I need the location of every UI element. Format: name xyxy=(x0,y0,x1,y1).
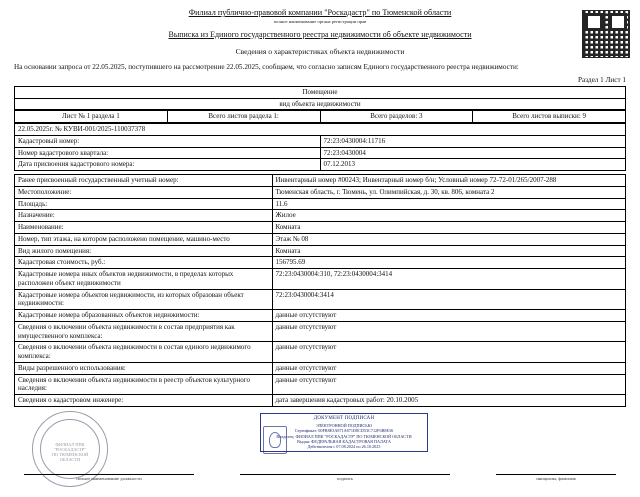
object-characteristics-table xyxy=(14,174,626,407)
table-row xyxy=(15,147,626,159)
quarter-number-label: Номер кадастрового квартала: xyxy=(15,147,321,159)
characteristic-value: Этаж № 08 xyxy=(272,233,626,245)
table-row xyxy=(15,159,626,171)
qr-code xyxy=(582,10,630,58)
caption-signature: подпись xyxy=(240,474,450,481)
signature-subtitle: ЭЛЕКТРОННОЙ ПОДПИСЬЮ xyxy=(315,423,373,429)
total-sheets-section: Всего листов раздела 1: xyxy=(167,111,320,123)
total-sections: Всего разделов: 3 xyxy=(320,111,473,123)
total-sheets-extract: Всего листов выписки: 9 xyxy=(473,111,626,123)
table-row xyxy=(15,111,626,123)
document-header xyxy=(14,8,626,56)
characteristic-label: Сведения о включении объекта недвижимости в реестр объектов культурного наследия: xyxy=(15,374,273,395)
table-row xyxy=(15,257,626,269)
characteristic-value: Тюменская область, г. Тюмень, ул. Олимпийская, д. 30, кв. 806, комната 2 xyxy=(272,186,626,198)
table-row xyxy=(15,342,626,363)
signature-owner: Владелец: ФИЛИАЛ ППК "РОСКАДАСТР" ПО ТЮМЕНСКОЙ ОБЛАСТИ xyxy=(276,433,412,439)
characteristic-value: Комната xyxy=(272,222,626,234)
characteristic-value: 72:23:0430004:3414 xyxy=(272,289,626,310)
characteristic-value: данные отсутствуют xyxy=(272,321,626,342)
characteristic-label: Местоположение: xyxy=(15,186,273,198)
table-row xyxy=(15,210,626,222)
signature-certificate: Сертификат: 00FB8E3A871A871D8CD53C712F6B8E36 xyxy=(294,428,394,434)
table-row xyxy=(15,124,626,136)
table-row xyxy=(15,135,626,147)
characteristic-label: Кадастровые номера образованных объектов недвижимости: xyxy=(15,310,273,322)
stamp-text: ФИЛИАЛ ППК "РОСКАДАСТР" ПО ТЮМЕНСКОЙ ОБЛАСТИ xyxy=(51,441,89,463)
section-title: Сведения о характеристиках объекта недвижимости xyxy=(235,46,405,56)
request-basis-text: На основании запроса от 22.05.2025, поступившего на рассмотрение 22.05.2025, сообщаем, что согласно записям Единого государственного реестра недвижимости: xyxy=(14,63,519,72)
sheet-number: Лист № 1 раздела 1 xyxy=(15,111,168,123)
signature-line xyxy=(24,474,616,481)
characteristic-label: Кадастровая стоимость, руб.: xyxy=(15,257,273,269)
characteristic-value: Инвентарный номер #00243; Инвентарный номер б/н; Условный номер 72-72-01/265/2007-288 xyxy=(272,175,626,187)
characteristic-label: Вид жилого помещения: xyxy=(15,245,273,257)
object-name-subtitle: вид объекта недвижимости xyxy=(15,98,626,110)
characteristic-value: данные отсутствуют xyxy=(272,374,626,395)
table-row xyxy=(15,269,626,290)
table-row xyxy=(15,374,626,395)
signature-title: ДОКУМЕНТ ПОДПИСАН xyxy=(313,415,375,421)
characteristic-value: 11.6 xyxy=(272,198,626,210)
characteristic-label: Ранее присвоенный государственный учетный номер: xyxy=(15,175,273,187)
characteristic-value: Комната xyxy=(272,245,626,257)
razdel-label: Раздел 1 Лист 1 xyxy=(578,75,626,84)
document-title: Выписка из Единого государственного реестра недвижимости об объекте недвижимости xyxy=(168,29,472,39)
table-row xyxy=(15,362,626,374)
characteristic-value: данные отсутствуют xyxy=(272,342,626,363)
characteristic-label: Виды разрешенного использования: xyxy=(15,362,273,374)
table-row xyxy=(15,198,626,210)
caption-initials: инициалы, фамилия xyxy=(496,474,616,481)
characteristic-value: данные отсутствуют xyxy=(272,362,626,374)
characteristic-label: Кадастровые номера иных объектов недвижимости, в пределах которых расположен объект недвижимости xyxy=(15,269,273,290)
characteristic-label: Наименование: xyxy=(15,222,273,234)
cadastral-number-value: 72:23:0430004:11716 xyxy=(320,135,626,147)
caption-position: полное наименование должности xyxy=(24,474,194,481)
extract-number: 22.05.2025г. № КУВИ-001/2025-110037378 xyxy=(15,124,626,136)
signature-area xyxy=(14,411,626,497)
characteristic-value: 72:23:0430004:310, 72:23:0430004:3414 xyxy=(272,269,626,290)
table-row xyxy=(15,186,626,198)
table-row xyxy=(15,310,626,322)
electronic-signature-box xyxy=(260,413,428,453)
quarter-number-value: 72:23:0430004 xyxy=(320,147,626,159)
characteristic-label: Кадастровые номера объектов недвижимости, из которых образован объект недвижимости: xyxy=(15,289,273,310)
table-row xyxy=(15,233,626,245)
organization-subtitle: полное наименование органа регистрации прав xyxy=(273,19,367,25)
assignment-date-value: 07.12.2013 xyxy=(320,159,626,171)
table-row xyxy=(15,289,626,310)
assignment-date-label: Дата присвоения кадастрового номера: xyxy=(15,159,321,171)
table-row xyxy=(15,175,626,187)
characteristic-value: Жилое xyxy=(272,210,626,222)
object-name-table xyxy=(14,86,626,111)
emblem-icon xyxy=(263,426,287,454)
table-row xyxy=(15,222,626,234)
signature-validity: Действителен с 07.08.2024 по 26.10.2025 xyxy=(307,444,381,450)
characteristic-value: 156795.69 xyxy=(272,257,626,269)
characteristic-label: Сведения о включении объекта недвижимости в состав единого недвижимого комплекса: xyxy=(15,342,273,363)
characteristic-label: Номер, тип этажа, на котором расположено помещение, машино-место xyxy=(15,233,273,245)
object-name: Помещение xyxy=(15,86,626,98)
table-row xyxy=(15,395,626,407)
sheet-info-table xyxy=(14,110,626,123)
signature-issuer: Выдан: ФЕДЕРАЛЬНАЯ КАДАСТРОВАЯ ПАЛАТА xyxy=(297,438,391,444)
characteristic-value: дата завершения кадастровых работ: 20.10.2005 xyxy=(272,395,626,407)
characteristic-label: Сведения о кадастровом инженере: xyxy=(15,395,273,407)
characteristic-label: Сведения о включении объекта недвижимости в состав предприятия как имущественного комплекса: xyxy=(15,321,273,342)
cadastral-number-label: Кадастровый номер: xyxy=(15,135,321,147)
table-row xyxy=(15,245,626,257)
table-row xyxy=(15,321,626,342)
characteristic-label: Площадь: xyxy=(15,198,273,210)
organization-title: Филиал публично-правовой компании "Роскадастр" по Тюменской области xyxy=(188,8,452,17)
characteristic-value: данные отсутствуют xyxy=(272,310,626,322)
cadastral-identity-table xyxy=(14,123,626,171)
characteristic-label: Назначение: xyxy=(15,210,273,222)
